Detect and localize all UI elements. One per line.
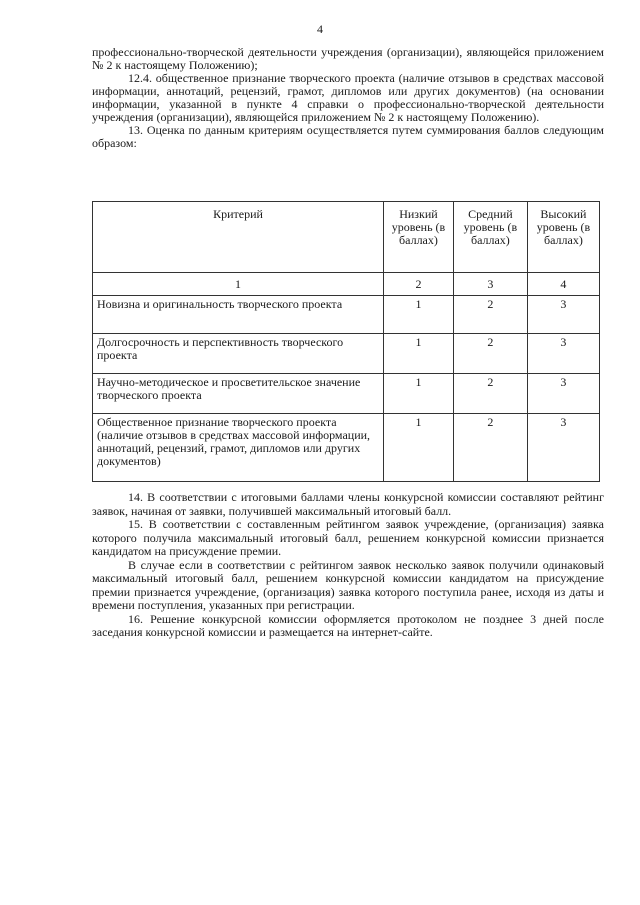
criterion-cell: Научно-методическое и просветительское значение творческого проекта [93,374,384,414]
top-text-block [92,46,604,150]
mid-cell: 2 [453,374,527,414]
paragraph-15-tie: В случае если в соответствии с рейтингом заявок несколько заявок получили одинаковый максимальный итоговый балл, решением конкурсной комиссии кандидатом на присуждение премии признается учреждение, (организация) заявка которого поступила ранее, исходя из даты и времени поступления, указанных при регистрации. [92,557,604,612]
header-high: Высокий уровень (в баллах) [527,202,599,273]
high-cell: 3 [527,334,599,374]
table-row [93,296,600,334]
high-cell: 3 [527,296,599,334]
table-row [93,374,600,414]
mid-cell: 2 [453,414,527,482]
table-row [93,334,600,374]
paragraph-13: 13. Оценка по данным критериям осуществляется путем суммирования баллов следующим образом: [92,123,604,150]
low-cell: 1 [384,334,454,374]
header-criterion: Критерий [93,202,384,273]
page-number: 4 [317,22,323,36]
mid-cell: 2 [453,296,527,334]
paragraph-continuation: профессионально-творческой деятельности учреждения (организации), являющейся приложением № 2 к настоящему Положению); [92,45,604,72]
numbering-cell: 4 [527,273,599,296]
criteria-table [92,201,600,482]
criterion-cell: Общественное признание творческого проекта (наличие отзывов в средствах массовой информации, аннотаций, рецензий, грамот, дипломов или других документов) [93,414,384,482]
paragraph-16: 16. Решение конкурсной комиссии оформляется протоколом не позднее 3 дней после заседания конкурсной комиссии и размещается на интернет-сайте. [92,611,604,639]
numbering-cell: 3 [453,273,527,296]
low-cell: 1 [384,296,454,334]
numbering-cell: 2 [384,273,454,296]
criterion-cell: Новизна и оригинальность творческого проекта [93,296,384,334]
header-mid: Средний уровень (в баллах) [453,202,527,273]
table-row [93,414,600,482]
paragraph-14: 14. В соответствии с итоговыми баллами члены конкурсной комиссии составляют рейтинг заявок, начиная от заявки, получившей максимальный итоговый балл. [92,490,604,518]
bottom-text-block [92,491,604,640]
table-numbering-row [93,273,600,296]
high-cell: 3 [527,374,599,414]
mid-cell: 2 [453,334,527,374]
paragraph-12-4: 12.4. общественное признание творческого проекта (наличие отзывов в средствах массовой информации, аннотаций, рецензий, грамот, дипломов или других документов) (на основании информации, указанной в пункте 4 справки о профессионально-творческой деятельности учреждения (организации), являющейся приложением № 2 к настоящему Положению). [92,71,604,124]
criterion-cell: Долгосрочность и перспективность творческого проекта [93,334,384,374]
header-low: Низкий уровень (в баллах) [384,202,454,273]
low-cell: 1 [384,374,454,414]
low-cell: 1 [384,414,454,482]
table-header-row [93,202,600,273]
numbering-cell: 1 [93,273,384,296]
paragraph-15: 15. В соответствии с составленным рейтингом заявок учреждение, (организация) заявка которого получила максимальный итоговый балл, решением конкурсной комиссии признается кандидатом на присуждение премии. [92,517,604,558]
high-cell: 3 [527,414,599,482]
